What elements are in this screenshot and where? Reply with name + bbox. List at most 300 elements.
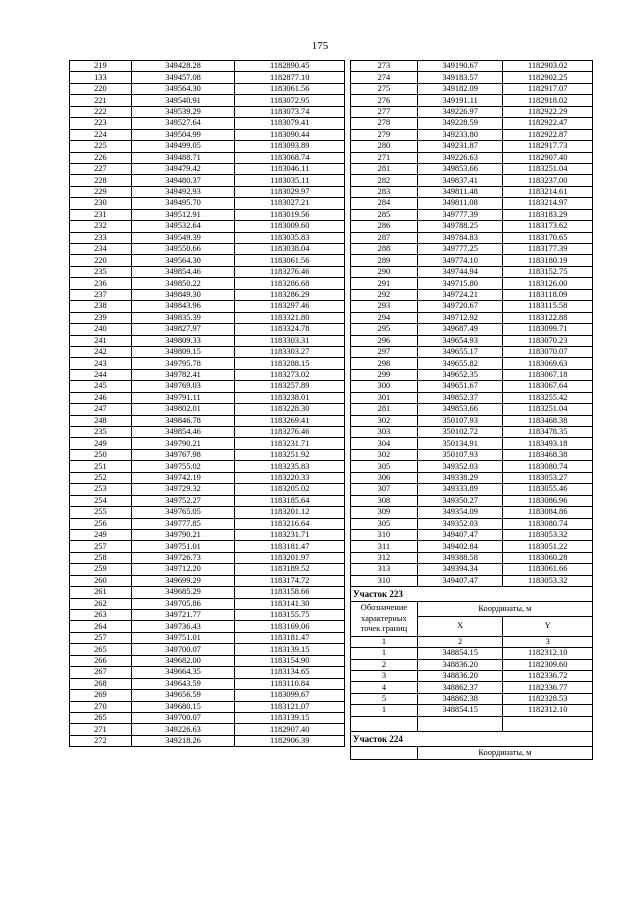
point-number-cell: 301 <box>351 392 418 403</box>
point-number-cell: 247 <box>70 404 132 415</box>
table-row <box>70 266 345 277</box>
table-row <box>351 232 593 243</box>
table-row <box>70 72 345 83</box>
y-coordinate-cell: 1183053.27 <box>503 472 593 483</box>
x-coordinate-cell: 349488.71 <box>131 152 235 163</box>
y-coordinate-cell: 1182312.10 <box>503 705 593 716</box>
point-number-cell: 294 <box>351 312 418 323</box>
x-coordinate-cell: 349802.01 <box>131 404 235 415</box>
point-number-cell: 281 <box>351 163 418 174</box>
table-row <box>351 564 593 575</box>
point-number-cell: 307 <box>351 484 418 495</box>
y-coordinate-cell: 1183180.19 <box>503 255 593 266</box>
y-coordinate-cell: 1183061.56 <box>235 255 345 266</box>
x-coordinate-cell: 349843.96 <box>131 301 235 312</box>
x-coordinate-cell: 349504.99 <box>131 129 235 140</box>
y-coordinate-cell: 1183297.46 <box>235 301 345 312</box>
table-row <box>70 175 345 186</box>
point-designation-header: Обозначение характерных точек границ <box>351 602 418 637</box>
table-row <box>351 670 593 681</box>
table-row <box>70 232 345 243</box>
y-coordinate-cell: 1183303.31 <box>235 335 345 346</box>
point-number-cell: 228 <box>70 175 132 186</box>
table-row <box>351 61 593 72</box>
table-row <box>351 529 593 540</box>
y-coordinate-cell: 1182336.77 <box>503 682 593 693</box>
x-coordinate-cell: 349850.22 <box>131 278 235 289</box>
table-row <box>351 244 593 255</box>
point-number-cell: 302 <box>351 449 418 460</box>
x-coordinate-cell: 349338.29 <box>417 472 503 483</box>
y-coordinate-cell: 1183276.46 <box>235 266 345 277</box>
table-row <box>351 278 593 289</box>
table-row <box>351 404 593 415</box>
plot-223-title: Участок 223 <box>351 587 593 602</box>
y-coordinate-cell: 1182309.60 <box>503 659 593 670</box>
x-coordinate-cell: 349705.86 <box>131 598 235 609</box>
point-number-cell: 226 <box>70 152 132 163</box>
table-row <box>70 392 345 403</box>
point-number-cell: 239 <box>70 312 132 323</box>
x-coordinate-cell: 349402.84 <box>417 541 503 552</box>
x-coordinate-cell: 348862.38 <box>417 693 503 704</box>
y-coordinate-cell: 1183060.28 <box>503 552 593 563</box>
point-number-cell: 225 <box>70 141 132 152</box>
y-coordinate-cell: 1183118.09 <box>503 289 593 300</box>
x-coordinate-cell: 349495.70 <box>131 198 235 209</box>
table-row <box>70 163 345 174</box>
table-row <box>351 312 593 323</box>
x-coordinate-cell: 348854.15 <box>417 648 503 659</box>
table-row <box>70 438 345 449</box>
y-coordinate-cell: 1182312.10 <box>503 648 593 659</box>
x-coordinate-cell: 349655.17 <box>417 346 503 357</box>
x-coordinate-cell: 349656.59 <box>131 690 235 701</box>
table-row <box>351 83 593 94</box>
y-coordinate-cell: 1182906.39 <box>235 735 345 746</box>
x-coordinate-cell: 349226.63 <box>131 724 235 735</box>
x-coordinate-cell: 349751.01 <box>131 541 235 552</box>
point-number-cell: 255 <box>70 507 132 518</box>
column-index-row <box>351 636 593 647</box>
point-number-cell: 1 <box>351 705 418 716</box>
point-number-cell: 222 <box>70 106 132 117</box>
point-number-cell: 256 <box>70 518 132 529</box>
y-coordinate-cell: 1183177.39 <box>503 244 593 255</box>
table-row <box>70 690 345 701</box>
y-coordinate-cell: 1183169.06 <box>235 621 345 632</box>
y-coordinate-cell: 1183126.00 <box>503 278 593 289</box>
point-number-cell: 283 <box>351 186 418 197</box>
table-row <box>70 209 345 220</box>
y-coordinate-cell: 1183173.62 <box>503 221 593 232</box>
x-coordinate-cell: 350102.72 <box>417 427 503 438</box>
point-number-cell: 259 <box>70 564 132 575</box>
point-number-cell: 244 <box>70 369 132 380</box>
table-row <box>70 346 345 357</box>
point-number-cell: 220 <box>70 255 132 266</box>
point-number-cell: 286 <box>351 221 418 232</box>
x-coordinate-cell: 349795.78 <box>131 358 235 369</box>
x-coordinate-cell: 349687.49 <box>417 324 503 335</box>
point-number-cell: 1 <box>351 648 418 659</box>
table-row <box>351 381 593 392</box>
table-row <box>351 552 593 563</box>
x-coordinate-cell: 349811.48 <box>417 186 503 197</box>
y-coordinate-cell: 1182877.10 <box>235 72 345 83</box>
y-coordinate-cell: 1183214.61 <box>503 186 593 197</box>
table-row <box>70 186 345 197</box>
table-row <box>351 186 593 197</box>
y-coordinate-cell: 1183009.60 <box>235 221 345 232</box>
x-coordinate-cell: 349777.85 <box>131 518 235 529</box>
y-coordinate-cell: 1183070.23 <box>503 335 593 346</box>
point-number-cell: 236 <box>70 278 132 289</box>
table-row <box>70 632 345 643</box>
x-coordinate-cell: 349233.80 <box>417 129 503 140</box>
x-coordinate-cell: 349809.33 <box>131 335 235 346</box>
x-coordinate-cell: 349499.05 <box>131 141 235 152</box>
point-number-cell: 4 <box>351 682 418 693</box>
table-row <box>351 72 593 83</box>
x-coordinate-cell: 349231.87 <box>417 141 503 152</box>
table-row <box>70 564 345 575</box>
y-coordinate-cell: 1183073.74 <box>235 106 345 117</box>
y-coordinate-cell: 1183303.27 <box>235 346 345 357</box>
point-number-cell: 305 <box>351 461 418 472</box>
point-number-cell: 133 <box>70 72 132 83</box>
table-row <box>351 693 593 704</box>
y-coordinate-cell: 1183205.02 <box>235 484 345 495</box>
table-row <box>70 369 345 380</box>
x-coordinate-cell: 349191.11 <box>417 95 503 106</box>
point-number-cell: 269 <box>70 690 132 701</box>
point-number-cell: 268 <box>70 678 132 689</box>
y-coordinate-cell: 1183055.46 <box>503 484 593 495</box>
table-row <box>351 369 593 380</box>
point-number-cell: 310 <box>351 529 418 540</box>
x-coordinate-cell: 349654.93 <box>417 335 503 346</box>
point-number-cell: 277 <box>351 106 418 117</box>
table-row <box>70 106 345 117</box>
table-row <box>351 648 593 659</box>
point-number-cell: 279 <box>351 129 418 140</box>
y-coordinate-cell: 1182922.29 <box>503 106 593 117</box>
table-row <box>70 472 345 483</box>
table-row <box>70 141 345 152</box>
x-coordinate-cell: 349769.03 <box>131 381 235 392</box>
point-number-cell: 254 <box>70 495 132 506</box>
x-coordinate-cell: 349183.57 <box>417 72 503 83</box>
table-row <box>70 678 345 689</box>
x-coordinate-cell: 349765.05 <box>131 507 235 518</box>
x-coordinate-cell: 349853.66 <box>417 404 503 415</box>
y-coordinate-cell: 1183061.66 <box>503 564 593 575</box>
x-coordinate-cell: 349549.39 <box>131 232 235 243</box>
x-coordinate-cell: 349774.10 <box>417 255 503 266</box>
y-coordinate-cell: 1182922.47 <box>503 118 593 129</box>
y-coordinate-cell: 1183321.80 <box>235 312 345 323</box>
table-row <box>70 289 345 300</box>
y-coordinate-cell: 1183276.46 <box>235 427 345 438</box>
table-row <box>351 358 593 369</box>
table-row <box>351 472 593 483</box>
y-coordinate-cell: 1183079.41 <box>235 118 345 129</box>
table-row <box>351 659 593 670</box>
table-row <box>351 95 593 106</box>
point-number-cell: 270 <box>70 701 132 712</box>
y-coordinate-cell: 1183235.83 <box>235 461 345 472</box>
table-row <box>351 301 593 312</box>
x-coordinate-cell: 349846.78 <box>131 415 235 426</box>
y-coordinate-cell: 1183216.64 <box>235 518 345 529</box>
y-coordinate-cell: 1183099.71 <box>503 324 593 335</box>
point-number-cell: 310 <box>351 575 418 586</box>
x-coordinate-cell: 349755.02 <box>131 461 235 472</box>
x-coordinate-cell: 349532.64 <box>131 221 235 232</box>
point-number-cell: 263 <box>70 610 132 621</box>
table-row <box>351 129 593 140</box>
x-coordinate-cell: 349685.29 <box>131 587 235 598</box>
point-number-cell: 308 <box>351 495 418 506</box>
table-row <box>351 118 593 129</box>
x-coordinate-cell: 349333.89 <box>417 484 503 495</box>
y-header: Y <box>503 617 593 636</box>
table-row <box>351 289 593 300</box>
table-row <box>351 705 593 716</box>
y-coordinate-cell: 1182907.40 <box>235 724 345 735</box>
x-coordinate-cell: 349651.67 <box>417 381 503 392</box>
table-row <box>351 682 593 693</box>
table-row <box>70 312 345 323</box>
point-number-cell: 278 <box>351 118 418 129</box>
point-designation-header <box>351 746 418 759</box>
point-number-cell: 292 <box>351 289 418 300</box>
y-coordinate-cell: 1183080.74 <box>503 518 593 529</box>
y-coordinate-cell: 1183072.95 <box>235 95 345 106</box>
table-row <box>70 449 345 460</box>
point-number-cell: 273 <box>351 61 418 72</box>
x-coordinate-cell: 349720.67 <box>417 301 503 312</box>
x-coordinate-cell: 349354.09 <box>417 507 503 518</box>
y-coordinate-cell: 1183134.65 <box>235 667 345 678</box>
point-number-cell: 298 <box>351 358 418 369</box>
x-coordinate-cell: 349712.20 <box>131 564 235 575</box>
y-coordinate-cell: 1182922.87 <box>503 129 593 140</box>
x-coordinate-cell: 348854.15 <box>417 705 503 716</box>
x-coordinate-cell: 349724.21 <box>417 289 503 300</box>
point-number-cell: 302 <box>351 415 418 426</box>
point-number-cell: 251 <box>70 461 132 472</box>
x-coordinate-cell: 349664.35 <box>131 667 235 678</box>
index-cell: 3 <box>503 636 593 647</box>
table-row <box>70 598 345 609</box>
y-coordinate-cell: 1183238.01 <box>235 392 345 403</box>
x-coordinate-cell: 349226.97 <box>417 106 503 117</box>
table-row <box>70 118 345 129</box>
point-number-cell: 261 <box>70 587 132 598</box>
table-row <box>70 198 345 209</box>
table-row <box>70 301 345 312</box>
x-coordinate-cell: 349512.91 <box>131 209 235 220</box>
table-row <box>351 335 593 346</box>
point-number-cell: 3 <box>351 670 418 681</box>
table-row <box>70 529 345 540</box>
x-coordinate-cell: 349827.97 <box>131 324 235 335</box>
table-row <box>70 655 345 666</box>
table-row <box>70 278 345 289</box>
x-coordinate-cell: 349388.58 <box>417 552 503 563</box>
x-coordinate-cell: 349428.28 <box>131 61 235 72</box>
x-coordinate-cell: 349394.34 <box>417 564 503 575</box>
x-coordinate-cell: 349852.37 <box>417 392 503 403</box>
y-coordinate-cell: 1183141.30 <box>235 598 345 609</box>
y-coordinate-cell: 1182336.72 <box>503 670 593 681</box>
y-coordinate-cell: 1183257.89 <box>235 381 345 392</box>
y-coordinate-cell: 1182890.45 <box>235 61 345 72</box>
point-number-cell: 265 <box>70 644 132 655</box>
y-coordinate-cell: 1183214.97 <box>503 198 593 209</box>
y-coordinate-cell: 1183251.04 <box>503 163 593 174</box>
point-number-cell: 295 <box>351 324 418 335</box>
point-number-cell: 281 <box>351 404 418 415</box>
x-coordinate-cell: 349811.08 <box>417 198 503 209</box>
y-coordinate-cell: 1183152.75 <box>503 266 593 277</box>
table-row <box>70 575 345 586</box>
x-coordinate-cell: 349736.43 <box>131 621 235 632</box>
table-row <box>70 724 345 735</box>
x-coordinate-cell: 349655.82 <box>417 358 503 369</box>
x-coordinate-cell: 349767.98 <box>131 449 235 460</box>
spacer-cell <box>503 716 593 731</box>
y-coordinate-cell: 1183286.68 <box>235 278 345 289</box>
x-coordinate-cell: 349190.67 <box>417 61 503 72</box>
y-coordinate-cell: 1183158.66 <box>235 587 345 598</box>
point-number-cell: 264 <box>70 621 132 632</box>
x-coordinate-cell: 349643.59 <box>131 678 235 689</box>
y-coordinate-cell: 1183086.96 <box>503 495 593 506</box>
x-coordinate-cell: 349564.30 <box>131 255 235 266</box>
point-number-cell: 238 <box>70 301 132 312</box>
y-coordinate-cell: 1183181.47 <box>235 632 345 643</box>
point-number-cell: 220 <box>70 83 132 94</box>
x-coordinate-cell: 349744.94 <box>417 266 503 277</box>
page-number: 175 <box>311 40 329 52</box>
table-row <box>351 255 593 266</box>
y-coordinate-cell: 1183053.32 <box>503 575 593 586</box>
point-number-cell: 246 <box>70 392 132 403</box>
plot-223-section <box>351 587 593 648</box>
y-coordinate-cell: 1183269.41 <box>235 415 345 426</box>
table-row <box>351 541 593 552</box>
table-row <box>70 644 345 655</box>
point-number-cell: 229 <box>70 186 132 197</box>
y-coordinate-cell: 1183273.02 <box>235 369 345 380</box>
x-coordinate-cell: 349352.03 <box>417 518 503 529</box>
y-coordinate-cell: 1183155.75 <box>235 610 345 621</box>
table-row <box>70 484 345 495</box>
point-number-cell: 296 <box>351 335 418 346</box>
point-number-cell: 288 <box>351 244 418 255</box>
y-coordinate-cell: 1182917.07 <box>503 83 593 94</box>
point-number-cell: 252 <box>70 472 132 483</box>
x-coordinate-cell: 349712.92 <box>417 312 503 323</box>
y-coordinate-cell: 1183110.84 <box>235 678 345 689</box>
y-coordinate-cell: 1183251.92 <box>235 449 345 460</box>
point-number-cell: 272 <box>70 735 132 746</box>
x-coordinate-cell: 348836.20 <box>417 659 503 670</box>
x-coordinate-cell: 349480.37 <box>131 175 235 186</box>
table-row <box>70 129 345 140</box>
coordinates-header: Координаты, м <box>417 746 592 759</box>
point-number-cell: 280 <box>351 141 418 152</box>
y-coordinate-cell: 1182328.53 <box>503 693 593 704</box>
point-number-cell: 303 <box>351 427 418 438</box>
plot-224-title: Участок 224 <box>351 731 593 746</box>
x-coordinate-cell: 349854.46 <box>131 427 235 438</box>
x-coordinate-cell: 349527.64 <box>131 118 235 129</box>
point-number-cell: 253 <box>70 484 132 495</box>
y-coordinate-cell: 1183070.07 <box>503 346 593 357</box>
x-coordinate-cell: 349699.29 <box>131 575 235 586</box>
point-number-cell: 227 <box>70 163 132 174</box>
point-number-cell: 241 <box>70 335 132 346</box>
y-coordinate-cell: 1183051.22 <box>503 541 593 552</box>
point-number-cell: 224 <box>70 129 132 140</box>
point-number-cell: 235 <box>70 427 132 438</box>
y-coordinate-cell: 1183201.12 <box>235 507 345 518</box>
y-coordinate-cell: 1183228.30 <box>235 404 345 415</box>
x-coordinate-cell: 349809.15 <box>131 346 235 357</box>
y-coordinate-cell: 1183255.42 <box>503 392 593 403</box>
x-coordinate-cell: 349700.07 <box>131 644 235 655</box>
point-number-cell: 290 <box>351 266 418 277</box>
y-coordinate-cell: 1182907.40 <box>503 152 593 163</box>
x-coordinate-cell: 349715.80 <box>417 278 503 289</box>
y-coordinate-cell: 1183231.71 <box>235 529 345 540</box>
x-coordinate-cell: 349777.39 <box>417 209 503 220</box>
x-coordinate-cell: 349729.32 <box>131 484 235 495</box>
point-number-cell: 219 <box>70 61 132 72</box>
point-number-cell: 313 <box>351 564 418 575</box>
table-row <box>70 221 345 232</box>
table-row <box>351 324 593 335</box>
point-number-cell: 311 <box>351 541 418 552</box>
x-coordinate-cell: 349742.19 <box>131 472 235 483</box>
table-row <box>70 61 345 72</box>
table-row <box>70 381 345 392</box>
y-coordinate-cell: 1183067.18 <box>503 369 593 380</box>
y-coordinate-cell: 1183038.04 <box>235 244 345 255</box>
y-coordinate-cell: 1183251.04 <box>503 404 593 415</box>
x-coordinate-cell: 349218.26 <box>131 735 235 746</box>
spacer-cell <box>351 716 418 731</box>
coordinates-table-right <box>350 60 593 760</box>
y-coordinate-cell: 1183115.58 <box>503 301 593 312</box>
coordinates-table-left <box>69 60 345 747</box>
point-number-cell: 271 <box>70 724 132 735</box>
y-coordinate-cell: 1183035.11 <box>235 175 345 186</box>
point-number-cell: 233 <box>70 232 132 243</box>
x-coordinate-cell: 349849.30 <box>131 289 235 300</box>
table-row <box>70 255 345 266</box>
x-coordinate-cell: 349680.15 <box>131 701 235 712</box>
point-number-cell: 265 <box>70 712 132 723</box>
y-coordinate-cell: 1183080.74 <box>503 461 593 472</box>
table-row <box>70 404 345 415</box>
y-coordinate-cell: 1183170.65 <box>503 232 593 243</box>
point-number-cell: 304 <box>351 438 418 449</box>
